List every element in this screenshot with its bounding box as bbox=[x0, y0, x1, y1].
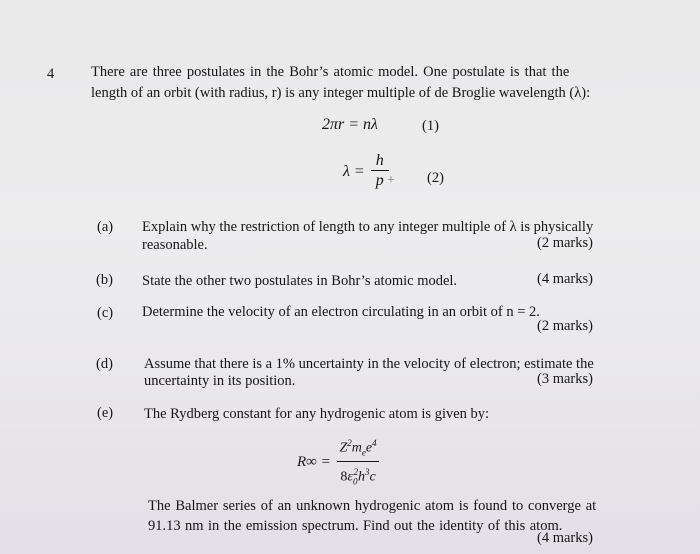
intro-line-1: There are three postulates in the Bohr’s atomic model. One postulate is that the bbox=[91, 64, 570, 80]
question-number: 4 bbox=[47, 66, 55, 82]
equation-1: 2πr = nλ bbox=[322, 116, 378, 133]
part-b-label: (b) bbox=[96, 272, 113, 288]
balmer-paragraph bbox=[148, 496, 596, 536]
rydberg-fraction bbox=[337, 434, 378, 492]
equation-1-number: (1) bbox=[422, 118, 439, 134]
part-c-marks: (2 marks) bbox=[537, 318, 593, 334]
part-b-line-1: State the other two postulates in Bohr’s atomic model. bbox=[142, 273, 458, 289]
equation-2 bbox=[343, 152, 389, 191]
part-a-label: (a) bbox=[97, 219, 114, 235]
part-d-marks: (3 marks) bbox=[537, 371, 593, 387]
rydberg-lhs: R∞ = bbox=[297, 454, 331, 471]
part-b-marks: (4 marks) bbox=[537, 271, 593, 287]
balmer-line-2: 91.13 nm in the emission spectrum. Find out the identity of this atom. bbox=[148, 518, 563, 534]
part-d-line-2: uncertainty in its position. bbox=[144, 373, 296, 389]
rydberg-numerator: $Z^2m_ee^4$ bbox=[339, 438, 377, 458]
part-a-line-1: Explain why the restriction of length to any integer multiple of λ is physically bbox=[142, 219, 594, 235]
equation-2-lhs: λ = bbox=[343, 162, 365, 180]
question-intro bbox=[91, 62, 621, 104]
equation-2-numerator: h bbox=[375, 152, 384, 169]
rydberg-formula bbox=[297, 434, 379, 492]
part-e-marks: (4 marks) bbox=[537, 530, 593, 546]
part-e-line-1: The Rydberg constant for any hydrogenic atom is given by: bbox=[144, 406, 490, 422]
equation-2-number: (2) bbox=[427, 170, 444, 186]
part-c-line-1: Determine the velocity of an electron circulating in an orbit of n = 2. bbox=[142, 304, 540, 320]
equation-2-denominator: p bbox=[371, 170, 389, 191]
balmer-line-1: The Balmer series of an unknown hydrogenic atom is found to converge at bbox=[148, 498, 597, 514]
cursor-crosshair-icon: + bbox=[387, 173, 395, 188]
rydberg-denominator: $8\varepsilon_0^2h^3c$ bbox=[337, 461, 378, 491]
part-c-label: (c) bbox=[97, 305, 114, 321]
part-e-label: (e) bbox=[97, 405, 114, 421]
intro-line-2: length of an orbit (with radius, r) is any integer multiple of de Broglie wavelength (λ): bbox=[91, 85, 591, 101]
part-a-marks: (2 marks) bbox=[537, 235, 593, 251]
part-d-label: (d) bbox=[96, 356, 113, 372]
part-d-line-1: Assume that there is a 1% uncertainty in the velocity of electron; estimate the bbox=[144, 356, 594, 372]
part-a-line-2: reasonable. bbox=[142, 237, 208, 253]
